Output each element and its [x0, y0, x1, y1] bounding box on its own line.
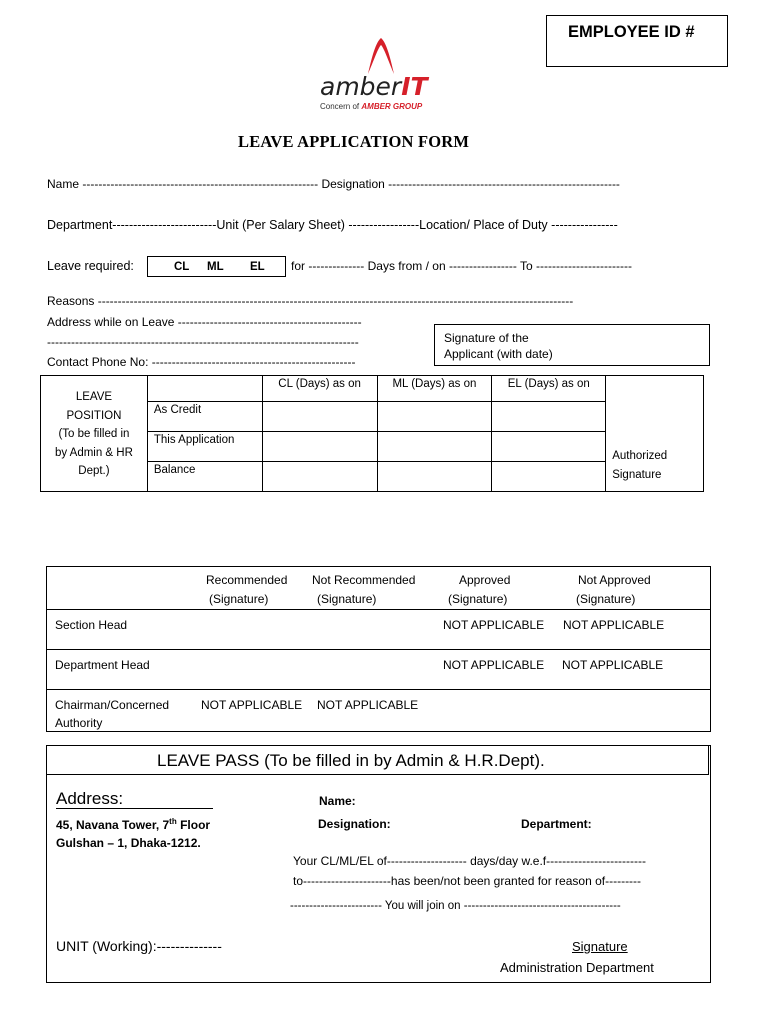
- header-recommended-sub: (Signature): [209, 592, 269, 606]
- chairman-not-recommended-na: NOT APPLICABLE: [317, 698, 419, 712]
- leave-for-line: for -------------- Days from / on ----------------- To ------------------------: [291, 259, 632, 273]
- logo-brand-suffix: IT: [401, 72, 428, 101]
- header-not-approved: Not Approved: [578, 573, 651, 587]
- contact-phone-line: Contact Phone No: ---------------------------------------------------: [47, 355, 356, 369]
- employee-id-label: EMPLOYEE ID #: [568, 23, 695, 41]
- header-not-recommended: Not Recommended: [312, 573, 416, 587]
- row-section-head: Section Head: [55, 618, 128, 632]
- ml-as-credit-cell[interactable]: [377, 402, 492, 432]
- name-designation-line: Name ----------------------------------------------------------- Designation ----------------------------------------------------------: [47, 177, 620, 191]
- unit-working-label: UNIT (Working):--------------: [56, 938, 222, 954]
- address-line-1-text: 45, Navana Tower, 7: [56, 818, 170, 832]
- row-chairman-authority: Authority: [55, 716, 103, 730]
- leave-position-label-line: LEAVE: [75, 391, 113, 403]
- column-header-cl: CL (Days) as on: [262, 376, 377, 402]
- approval-row-divider: [46, 689, 711, 690]
- leave-pass-address-label: Address:: [56, 789, 124, 808]
- header-not-approved-sub: (Signature): [576, 592, 636, 606]
- el-as-credit-cell[interactable]: [492, 402, 606, 432]
- department-line: Department-------------------------Unit (Per Salary Sheet) -----------------Location/ Place of Duty ----------------: [47, 218, 618, 232]
- header-recommended: Recommended: [206, 573, 288, 587]
- logo-tagline-group: AMBER GROUP: [361, 102, 423, 111]
- page-title: LEAVE APPLICATION FORM: [238, 132, 470, 151]
- cl-this-application-cell[interactable]: [262, 432, 377, 462]
- leave-position-label-line: (To be filled in: [58, 428, 130, 440]
- logo-brand-prefix: amber: [320, 72, 402, 101]
- address-on-leave-line-2: ------------------------------------------------------------------------------: [47, 335, 359, 349]
- applicant-signature-label-1: Signature of the: [444, 331, 529, 345]
- column-header-el: EL (Days) as on: [492, 376, 606, 402]
- amber-logo-mark: [364, 36, 396, 76]
- row-label-this-application: This Application: [147, 432, 262, 462]
- column-header-ml: ML (Days) as on: [377, 376, 492, 402]
- leave-pass-text-line-2: to----------------------has been/not been granted for reason of---------: [293, 874, 642, 888]
- leave-position-label-line: by Admin & HR: [54, 446, 133, 459]
- section-head-not-approved-na: NOT APPLICABLE: [563, 618, 665, 632]
- address-line-1-end: Floor: [176, 818, 211, 832]
- cl-balance-cell[interactable]: [262, 462, 377, 492]
- cl-as-credit-cell[interactable]: [262, 402, 377, 432]
- address-underline: [56, 808, 213, 809]
- address-floor-sup: th: [169, 817, 177, 826]
- header-not-recommended-sub: (Signature): [317, 592, 377, 606]
- logo-wordmark: [320, 72, 428, 101]
- leave-pass-text-line-3: ------------------------ You will join on -----------------------------------------: [290, 900, 621, 912]
- leave-pass-title: LEAVE PASS (To be filled in by Admin & H.R.Dept).: [157, 751, 545, 770]
- authorized-signature-cell[interactable]: [606, 376, 704, 492]
- el-this-application-cell[interactable]: [492, 432, 606, 462]
- chairman-recommended-na: NOT APPLICABLE: [201, 698, 303, 712]
- leave-position-label-line: POSITION: [66, 409, 122, 422]
- authorized-signature-label: Authorized: [612, 450, 668, 462]
- leave-type-el: EL: [250, 261, 265, 273]
- approval-row-divider: [46, 649, 711, 650]
- row-label-balance: Balance: [147, 462, 262, 492]
- section-head-approved-na: NOT APPLICABLE: [443, 618, 545, 632]
- leave-pass-address-line-2: Gulshan – 1, Dhaka-1212.: [56, 836, 201, 850]
- approval-row-divider: [46, 609, 711, 610]
- reasons-line: Reasons -----------------------------------------------------------------------------------------------------------------------: [47, 294, 574, 308]
- leave-position-label-line: Dept.): [78, 465, 110, 477]
- leave-position-label: [41, 376, 148, 492]
- logo-tagline-prefix: Concern of: [320, 102, 360, 111]
- leave-pass-address-line-1: [56, 817, 210, 832]
- el-balance-cell[interactable]: [492, 462, 606, 492]
- leave-required-label: Leave required:: [47, 259, 134, 273]
- header-approved-sub: (Signature): [448, 592, 508, 606]
- administration-department-label: Administration Department: [500, 960, 654, 975]
- leave-type-ml: ML: [207, 261, 224, 273]
- table-corner-cell: [147, 376, 262, 402]
- leave-pass-signature-label: Signature: [572, 939, 628, 954]
- leave-type-cl: CL: [174, 261, 190, 273]
- row-label-as-credit: As Credit: [147, 402, 262, 432]
- ml-this-application-cell[interactable]: [377, 432, 492, 462]
- leave-pass-designation-label: Designation:: [318, 817, 391, 831]
- leave-pass-text-line-1: Your CL/ML/EL of-------------------- days/day w.e.f-------------------------: [293, 854, 647, 868]
- address-on-leave-line: Address while on Leave ----------------------------------------------: [47, 315, 362, 329]
- row-chairman: Chairman/Concerned: [55, 698, 170, 712]
- leave-pass-department-label: Department:: [521, 817, 592, 831]
- row-department-head: Department Head: [55, 658, 150, 672]
- authorized-signature-label: Signature: [612, 469, 662, 481]
- header-approved: Approved: [459, 573, 511, 587]
- applicant-signature-label-2: Applicant (with date): [444, 347, 553, 361]
- leave-position-table: [40, 375, 704, 492]
- leave-pass-name-label: Name:: [319, 794, 356, 808]
- department-head-approved-na: NOT APPLICABLE: [443, 658, 545, 672]
- logo-tagline: [320, 102, 422, 111]
- ml-balance-cell[interactable]: [377, 462, 492, 492]
- department-head-not-approved-na: NOT APPLICABLE: [562, 658, 664, 672]
